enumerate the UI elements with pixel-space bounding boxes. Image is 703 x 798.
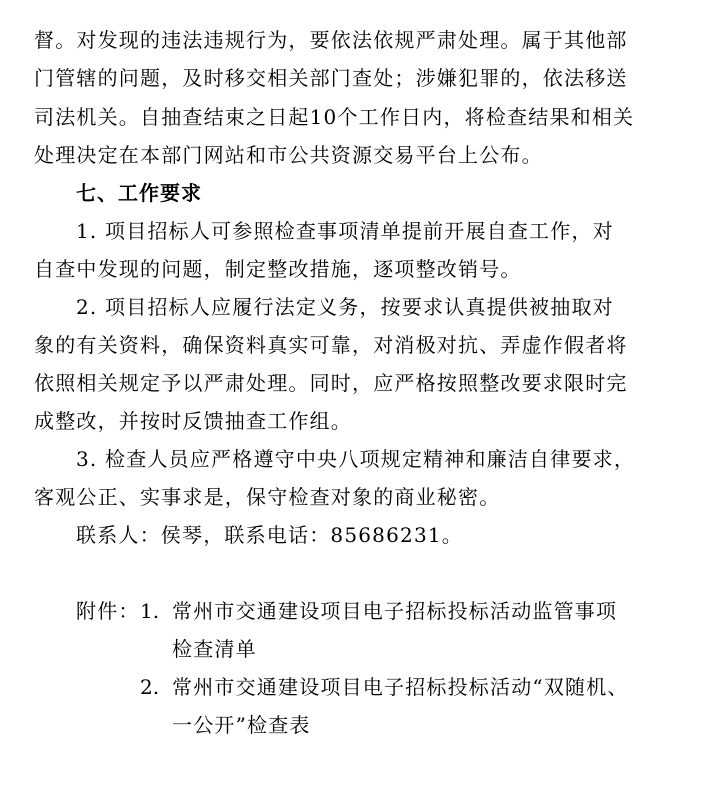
body-line-2: 门管辖的问题，及时移交相关部门查处；涉嫌犯罪的，依法移送 (34, 66, 628, 90)
item-1-line-1: 1. 项目招标人可参照检查事项清单提前开展自查工作，对 (76, 219, 614, 243)
attachment-1-title-line-2[interactable]: 检查清单 (172, 637, 257, 661)
body-line-4: 处理决定在本部门网站和市公共资源交易平台上公布。 (34, 143, 543, 167)
item-1-line-2: 自查中发现的问题，制定整改措施，逐项整改销号。 (34, 257, 522, 281)
body-line-1: 督。对发现的违法违规行为，要依法依规严肃处理。属于其他部 (34, 28, 628, 52)
section-heading: 七、工作要求 (76, 181, 202, 205)
attachment-2-number: 2. (140, 675, 160, 699)
attachment-2-title-line-2[interactable]: 一公开”检查表 (172, 713, 311, 737)
contact-line: 联系人：侯琴，联系电话：85686231。 (76, 523, 463, 547)
attachment-2-title-line-1[interactable]: 常州市交通建设项目电子招标投标活动“双随机、 (172, 675, 629, 699)
item-2-line-2: 象的有关资料，确保资料真实可靠，对消极对抗、弄虚作假者将 (34, 333, 628, 357)
item-3-line-2: 客观公正、实事求是，保守检查对象的商业秘密。 (34, 485, 501, 509)
item-3-line-1: 3. 检查人员应严格遵守中央八项规定精神和廉洁自律要求， (76, 447, 636, 471)
item-2-line-4: 成整改，并按时反馈抽查工作组。 (34, 409, 352, 433)
item-2-line-3: 依照相关规定予以严肃处理。同时，应严格按照整改要求限时完 (34, 371, 628, 395)
item-2-line-1: 2. 项目招标人应履行法定义务，按要求认真提供被抽取对 (76, 295, 614, 319)
attachment-1-number: 1. (140, 599, 160, 623)
body-line-3: 司法机关。自抽查结束之日起10个工作日内，将检查结果和相关 (34, 105, 635, 129)
attachment-1-title-line-1[interactable]: 常州市交通建设项目电子招标投标活动监管事项 (172, 599, 618, 623)
attachments-label: 附件： (76, 599, 140, 623)
